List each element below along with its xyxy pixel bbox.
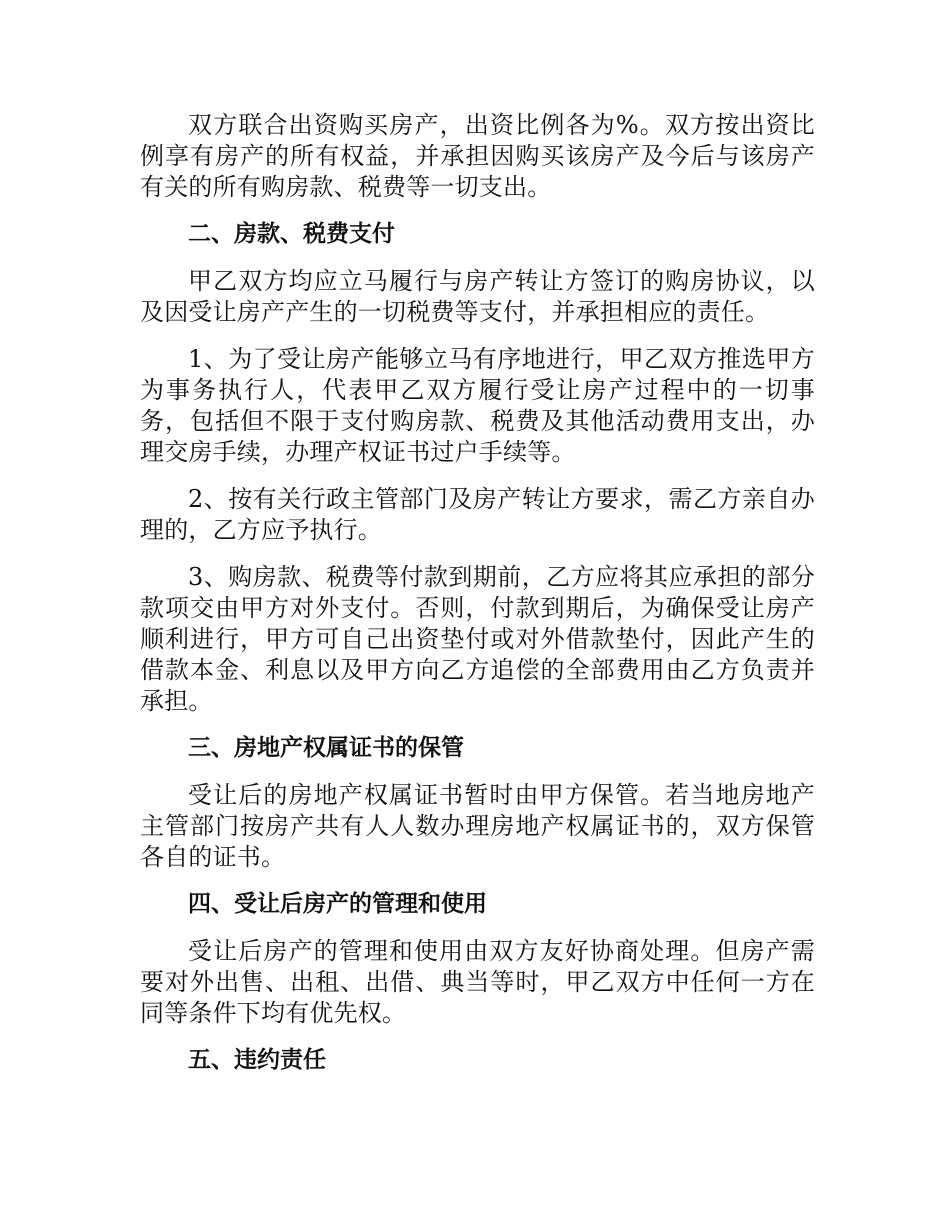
section-heading-5: 五、违约责任 <box>188 1047 326 1073</box>
paragraph-contribution: 双方联合出资购买房产，出资比例各为%。双方按出资比例享有房产的所有权益，并承担因购买该房产及今后与该房产有关的所有购房款、税费等一切支出。 <box>140 111 815 201</box>
paragraph-clause-3: 3、购房款、税费等付款到期前，乙方应将其应承担的部分款项交由甲方对外支付。否则，付款到期后，为确保受让房产顺利进行，甲方可自己出资垫付或对外借款垫付，因此产生的借款本金、利息以及甲方向乙方追偿的全部费用由乙方负责并承担。 <box>140 563 815 715</box>
section-heading-3: 三、房地产权属证书的保管 <box>188 735 464 761</box>
paragraph-clause-1: 1、为了受让房产能够立马有序地进行，甲乙双方推选甲方为事务执行人，代表甲乙双方履行受让房产过程中的一切事务，包括但不限于支付购房款、税费及其他活动费用支出，办理交房手续，办理产权证书过户手续等。 <box>140 345 815 466</box>
paragraph-management-use: 受让后房产的管理和使用由双方友好协商处理。但房产需要对外出售、出租、出借、典当等时，甲乙双方中任何一方在同等条件下均有优先权。 <box>140 937 815 1027</box>
section-heading-4: 四、受让后房产的管理和使用 <box>188 891 487 917</box>
document-body <box>140 110 815 1092</box>
section-heading-2: 二、房款、税费支付 <box>188 221 395 247</box>
paragraph-certificate-custody: 受让后的房地产权属证书暂时由甲方保管。若当地房地产主管部门按房产共有人人数办理房地产权属证书的，双方保管各自的证书。 <box>140 781 815 871</box>
paragraph-clause-2: 2、按有关行政主管部门及房产转让方要求，需乙方亲自办理的，乙方应予执行。 <box>140 485 815 544</box>
paragraph-payment-obligation: 甲乙双方均应立马履行与房产转让方签订的购房协议，以及因受让房产产生的一切税费等支付，并承担相应的责任。 <box>140 267 815 326</box>
